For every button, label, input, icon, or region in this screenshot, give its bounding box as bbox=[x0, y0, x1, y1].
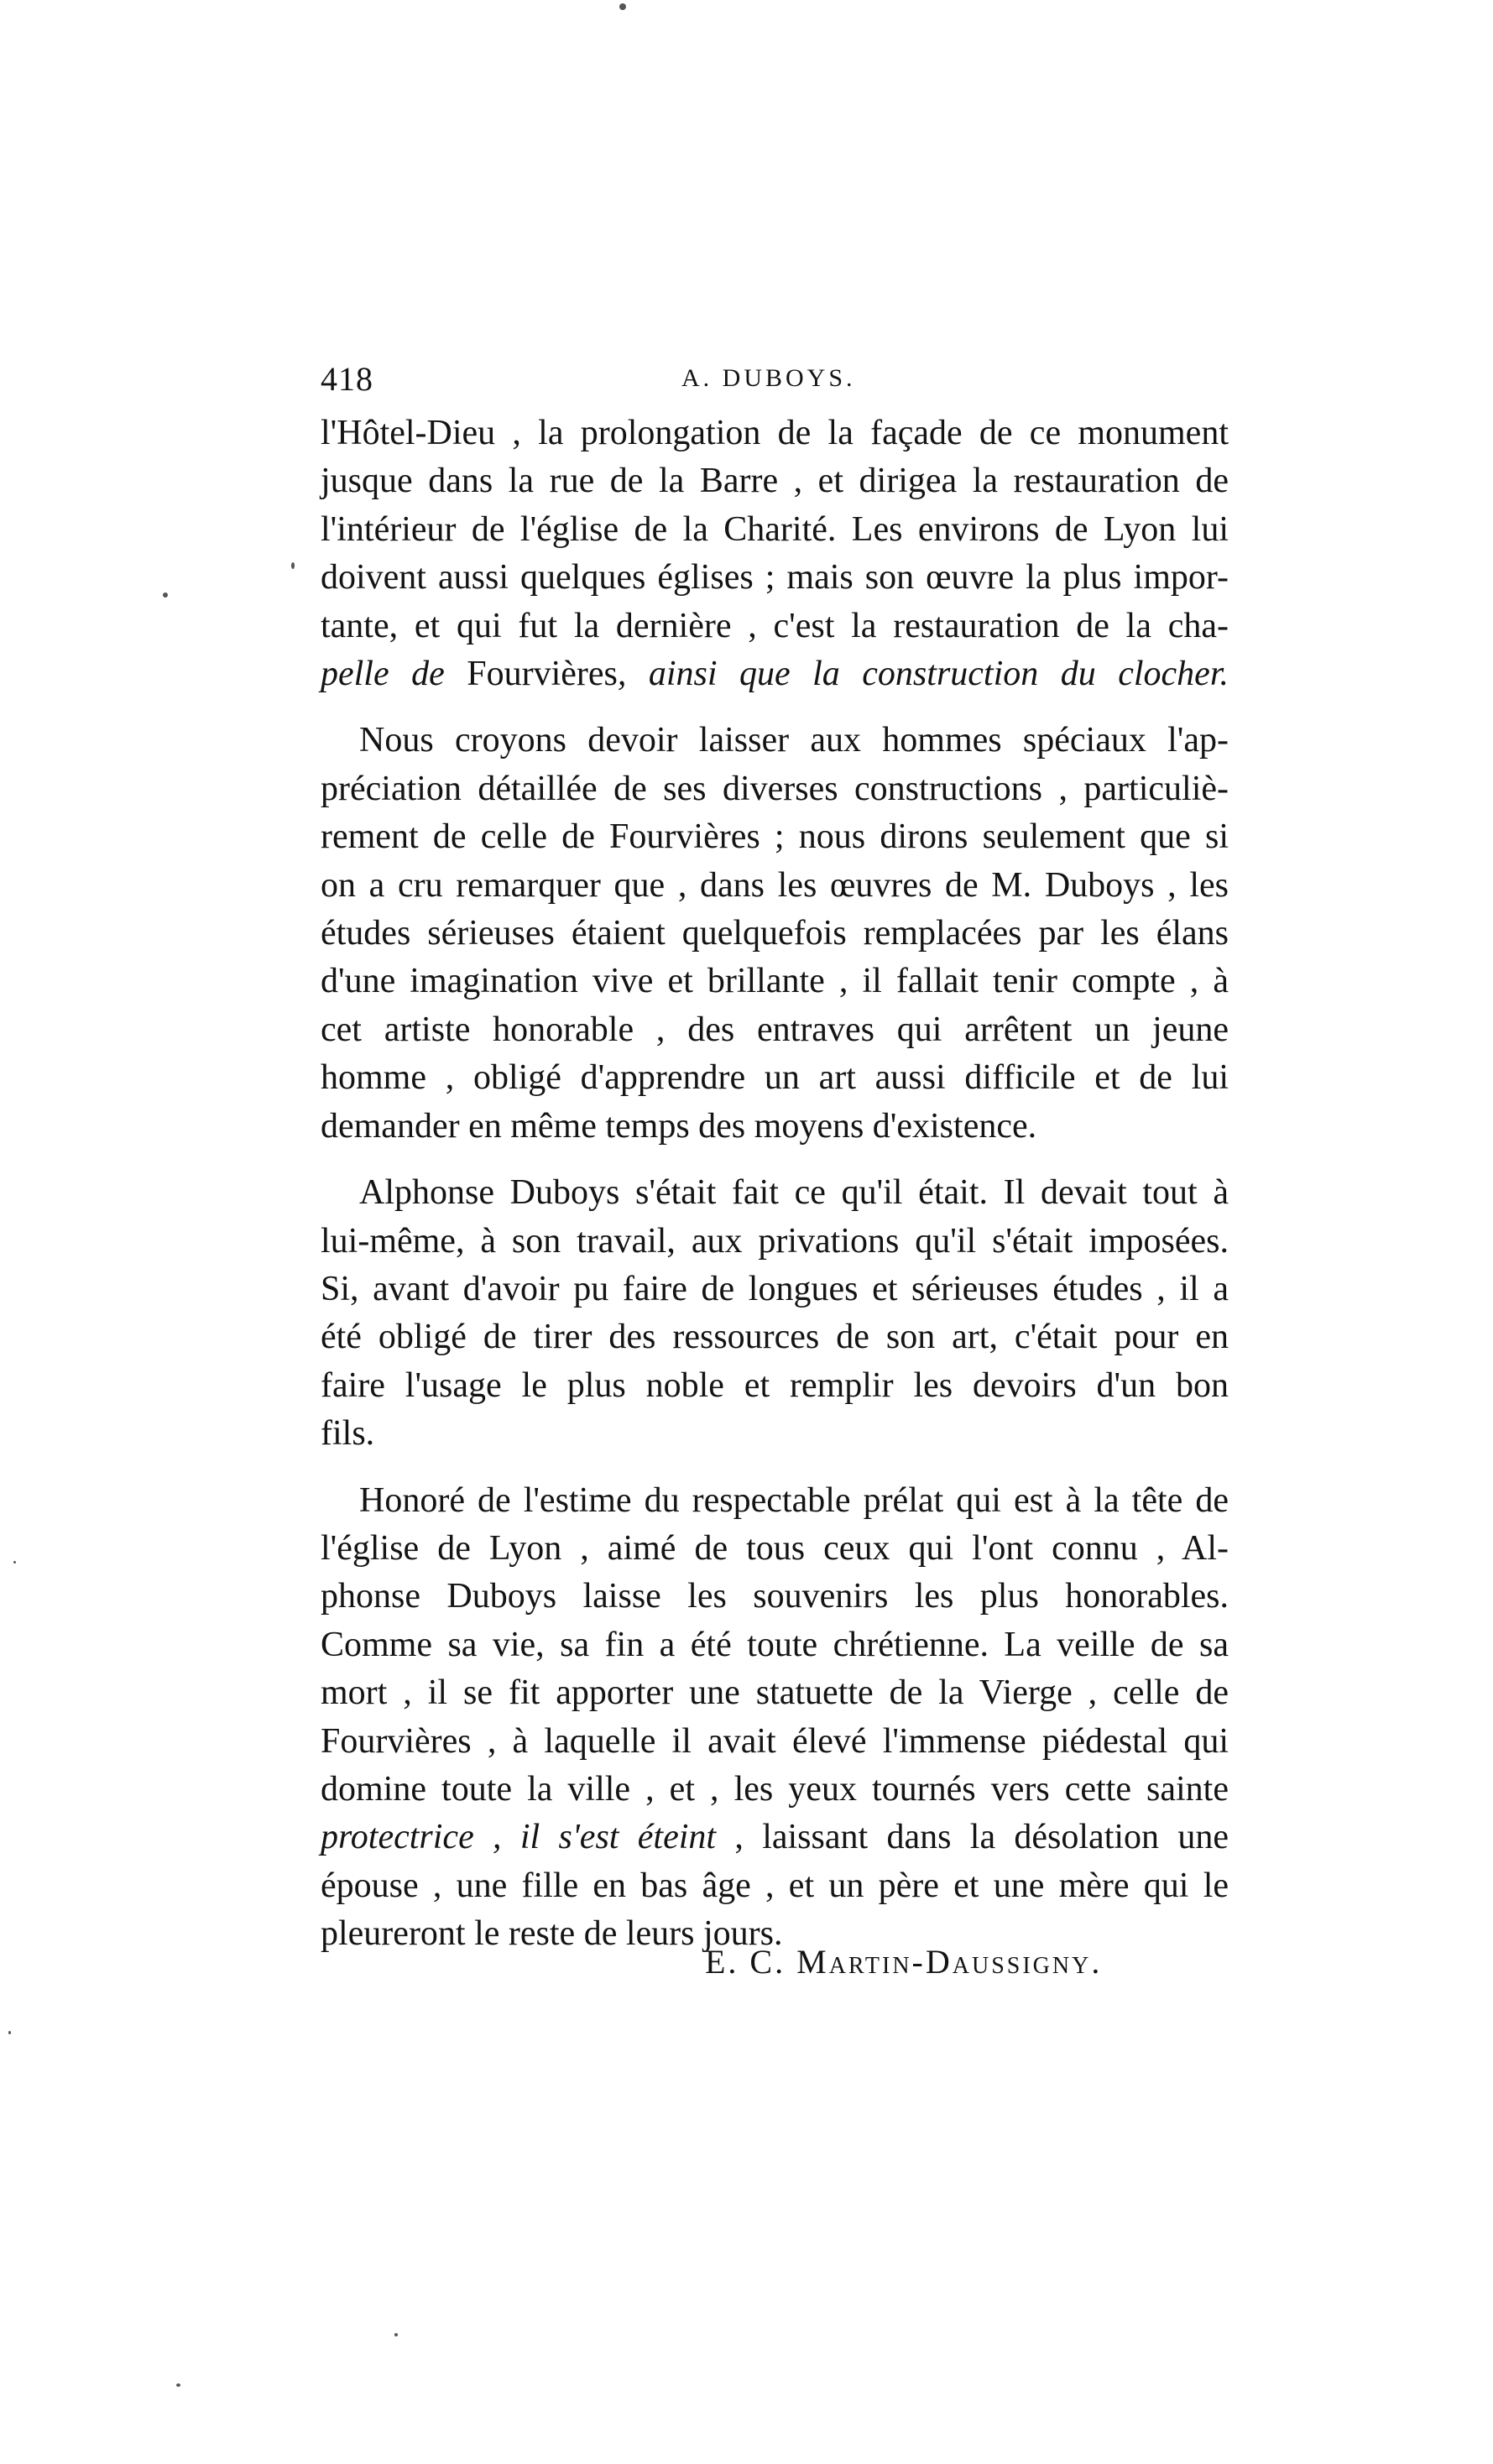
text-line: fils. bbox=[321, 1414, 375, 1454]
text-line: lui-même, à son travail, aux privations qu'il s'était imposées. bbox=[321, 1221, 1229, 1261]
text-line: demander en même temps des moyens d'existence. bbox=[321, 1106, 1037, 1146]
scan-speck bbox=[291, 562, 295, 569]
paragraph-3 bbox=[321, 1169, 1229, 1458]
signature-initials: E. C. bbox=[705, 1943, 797, 1981]
text-line: Si, avant d'avoir pu faire de longues et sérieuses études , il a bbox=[321, 1269, 1229, 1308]
text-line: l'intérieur de l'église de la Charité. Les environs de Lyon lui bbox=[321, 509, 1229, 549]
text-line: préciation détaillée de ses diverses constructions , particuliè- bbox=[321, 769, 1229, 808]
text-line: phonse Duboys laisse les souvenirs les plus honorables. bbox=[321, 1577, 1229, 1616]
text-line: tante, et qui fut la dernière , c'est la restauration de la cha- bbox=[321, 606, 1229, 645]
text-line: Alphonse Duboys s'était fait ce qu'il était. Il devait tout à bbox=[359, 1173, 1229, 1213]
text-line: l'église de Lyon , aimé de tous ceux qui l'ont connu , Al- bbox=[321, 1528, 1229, 1568]
paragraph-1 bbox=[321, 410, 1229, 698]
text-line: d'une imagination vive et brillante , il fallait tenir compte , à bbox=[321, 962, 1229, 1001]
italic-text: , il s'est éteint bbox=[473, 1818, 717, 1857]
scan-speck bbox=[13, 1561, 16, 1563]
paragraph-4 bbox=[321, 1477, 1229, 1959]
text-line: études sérieuses étaient quelquefois remplacées par les élans bbox=[321, 914, 1229, 953]
text-line bbox=[321, 1814, 1229, 1861]
text-line: rement de celle de Fourvières ; nous dirons seulement que si bbox=[321, 817, 1229, 857]
body-text bbox=[321, 410, 1229, 1959]
text-line: pleureront le reste de leurs jours. bbox=[321, 1914, 783, 1954]
paragraph-2 bbox=[321, 717, 1229, 1151]
text-line: on a cru remarquer que , dans les œuvres de M. Duboys , les bbox=[321, 865, 1229, 905]
text-line: doivent aussi quelques églises ; mais son œuvre la plus impor- bbox=[321, 558, 1229, 598]
text-line: été obligé de tirer des ressources de son art, c'était pour en bbox=[321, 1318, 1229, 1357]
text-line: Nous croyons devoir laisser aux hommes spéciaux l'ap- bbox=[359, 721, 1229, 760]
text-line: mort , il se fit apporter une statuette de la Vierge , celle de bbox=[321, 1673, 1229, 1713]
text-line: épouse , une fille en bas âge , et un père et une mère qui le bbox=[321, 1866, 1229, 1905]
scan-speck bbox=[8, 2031, 11, 2034]
signature bbox=[705, 1942, 1102, 1981]
scan-speck bbox=[394, 2333, 398, 2336]
text-line: faire l'usage le plus noble et remplir les devoirs d'un bon bbox=[321, 1365, 1229, 1405]
text-line bbox=[321, 650, 1229, 698]
running-title: A. DUBOYS. bbox=[681, 364, 856, 392]
place-name: Fourvières bbox=[467, 655, 618, 694]
italic-text: , ainsi que la construction du clocher. bbox=[617, 655, 1229, 694]
text-line: l'Hôtel-Dieu , la prolongation de la façade de ce monument bbox=[321, 414, 1229, 452]
scan-speck bbox=[163, 593, 168, 598]
scan-speck bbox=[619, 3, 626, 10]
signature-name: Martin-Daussigny. bbox=[796, 1943, 1103, 1981]
text-line: jusque dans la rue de la Barre , et dirigea la restauration de bbox=[321, 462, 1229, 501]
text-line: Fourvières , à laquelle il avait élevé l'immense piédestal qui bbox=[321, 1721, 1229, 1761]
scan-speck bbox=[176, 2383, 180, 2387]
page-number: 418 bbox=[321, 360, 373, 398]
italic-text: protectrice bbox=[321, 1818, 474, 1857]
running-head bbox=[321, 359, 1229, 401]
text-line: homme , obligé d'apprendre un art aussi difficile et de lui bbox=[321, 1058, 1229, 1098]
italic-text: pelle de bbox=[321, 655, 467, 694]
text-line: domine toute la ville , et , les yeux tournés vers cette sainte bbox=[321, 1769, 1229, 1809]
text-line: Honoré de l'estime du respectable prélat qui est à la tête de bbox=[359, 1480, 1229, 1520]
text-line: cet artiste honorable , des entraves qui arrêtent un jeune bbox=[321, 1010, 1229, 1049]
text-line: Comme sa vie, sa fin a été toute chrétienne. La veille de sa bbox=[321, 1625, 1229, 1664]
text-segment: , laissant dans la désolation une bbox=[716, 1818, 1229, 1857]
